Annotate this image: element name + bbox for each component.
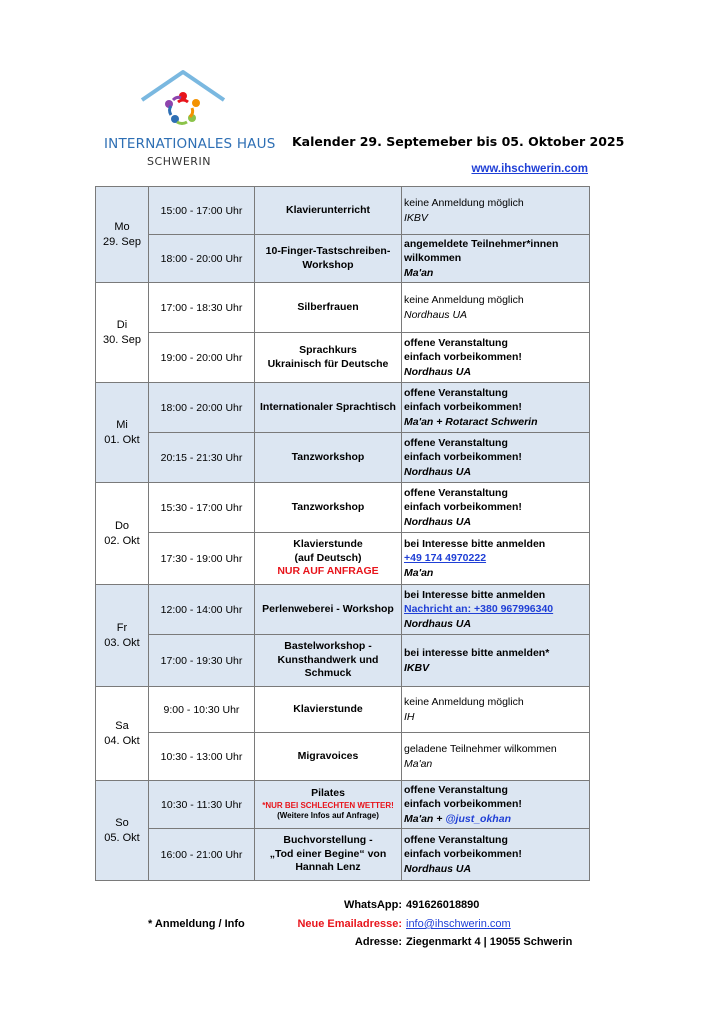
event-time: 18:00 - 20:00 Uhr	[149, 235, 255, 283]
event-info-line	[404, 515, 587, 529]
event-info-line	[404, 833, 587, 847]
event-time: 20:15 - 21:30 Uhr	[149, 433, 255, 483]
event-title-line: Pilates	[311, 787, 345, 800]
event-info-text: einfach vorbeikommen!	[404, 501, 522, 514]
event-time: 17:00 - 18:30 Uhr	[149, 283, 255, 333]
website-link[interactable]: www.ihschwerin.com	[471, 163, 588, 175]
whatsapp-number: 491626018890	[406, 899, 480, 911]
event-row	[96, 333, 590, 383]
event-info-cell	[402, 333, 590, 383]
date: 05. Okt	[104, 831, 140, 844]
event-info-text: offene Veranstaltung	[404, 834, 508, 847]
day-cell	[96, 687, 149, 781]
event-info-line	[404, 486, 587, 500]
event-info-line	[404, 646, 587, 660]
event-info-text: IKBV	[404, 661, 430, 674]
event-title-cell	[255, 829, 402, 881]
weekday: Mi	[116, 418, 128, 431]
more-info-note: (Weitere Infos auf Anfrage)	[277, 811, 379, 821]
event-title-line: Klavierstunde	[293, 702, 363, 715]
event-time: 9:00 - 10:30 Uhr	[149, 687, 255, 733]
event-title-cell	[255, 585, 402, 635]
event-row	[96, 585, 590, 635]
event-info-line	[404, 450, 587, 464]
event-title-line: Migravoices	[297, 749, 359, 762]
event-info-line	[404, 251, 587, 265]
event-info-text: angemeldete Teilnehmer*innen	[404, 238, 559, 251]
event-info-line	[404, 365, 587, 379]
event-info-line	[404, 617, 587, 631]
event-title-line: Hannah Lenz	[295, 861, 361, 874]
logo-text-line1: INTERNATIONALES HAUS	[104, 136, 276, 152]
event-time: 15:00 - 17:00 Uhr	[149, 187, 255, 235]
day-cell	[96, 781, 149, 881]
event-title-line: Ukrainisch für Deutsche	[267, 357, 389, 370]
day-cell	[96, 187, 149, 283]
weekday: Mo	[114, 220, 130, 233]
event-title-line: Internationaler Sprachtisch	[260, 400, 396, 413]
event-info-cell	[402, 687, 590, 733]
event-info-cell	[402, 781, 590, 829]
address-label: Adresse:	[354, 936, 402, 948]
event-info-line	[404, 266, 587, 280]
event-info-text: Ma'an + Rotaract Schwerin	[404, 415, 538, 428]
date: 03. Okt	[104, 636, 140, 649]
event-info-text: offene Veranstaltung	[404, 784, 508, 797]
event-info-cell	[402, 433, 590, 483]
event-info-line	[404, 783, 587, 797]
event-info-line	[404, 847, 587, 861]
event-info-cell	[402, 585, 590, 635]
event-info-text: keine Anmeldung möglich	[404, 294, 524, 307]
event-info-text: einfach vorbeikommen!	[404, 351, 522, 364]
logo-text-line2: SCHWERIN	[147, 155, 211, 168]
instagram-handle-link[interactable]: @just_okhan	[445, 812, 511, 825]
event-info-text: Nordhaus UA	[404, 465, 472, 478]
event-info-text: offene Veranstaltung	[404, 437, 508, 450]
event-title-line: „Tod einer Begine“ von	[269, 847, 387, 860]
event-info-text: keine Anmeldung möglich	[404, 197, 524, 210]
event-info-line	[404, 350, 587, 364]
event-info-cell	[402, 829, 590, 881]
event-info-line	[404, 237, 587, 251]
contact-link[interactable]	[404, 602, 587, 616]
event-info-text: bei interesse bitte anmelden*	[404, 647, 550, 660]
event-info-line	[404, 211, 587, 225]
event-info-text: bei Interesse bitte anmelden	[404, 538, 546, 551]
event-info-text: einfach vorbeikommen!	[404, 798, 522, 811]
event-title-cell	[255, 635, 402, 687]
contact-link[interactable]	[404, 551, 587, 565]
event-info-text: einfach vorbeikommen!	[404, 401, 522, 414]
event-info-text: IKBV	[404, 211, 428, 224]
event-time: 16:00 - 21:00 Uhr	[149, 829, 255, 881]
event-title-line: Perlenweberei - Workshop	[262, 602, 394, 615]
event-info-text: Ma'an +	[404, 812, 446, 825]
event-info-line	[404, 465, 587, 479]
footer-note: * Anmeldung / Info	[148, 918, 245, 930]
event-info-text: geladene Teilnehmer wilkommen	[404, 743, 557, 756]
event-row	[96, 383, 590, 433]
house-people-logo-icon	[138, 66, 228, 138]
weekday: Di	[116, 318, 128, 331]
day-cell	[96, 483, 149, 585]
date: 30. Sep	[103, 333, 141, 346]
event-title-cell	[255, 283, 402, 333]
weekday: Sa	[115, 719, 129, 732]
day-cell	[96, 283, 149, 383]
event-row	[96, 781, 590, 829]
event-info-cell	[402, 235, 590, 283]
email-label: Neue Emailadresse:	[297, 918, 402, 930]
event-title-line: Klavierstunde	[293, 538, 363, 551]
event-info-cell	[402, 483, 590, 533]
event-title-line: Silberfrauen	[297, 300, 359, 313]
event-title-line: Klavierunterricht	[285, 203, 371, 216]
event-info-cell	[402, 383, 590, 433]
event-title-line: Bastelworkshop -	[284, 640, 372, 653]
event-title-cell	[255, 187, 402, 235]
event-info-line	[404, 710, 587, 724]
calendar-table	[95, 186, 590, 881]
event-info-text[interactable]: +49 174 4970222	[404, 552, 487, 565]
calendar-title: Kalender 29. Septemeber bis 05. Oktober 2025	[292, 134, 625, 149]
event-title-line: Tanzworkshop	[291, 450, 365, 463]
event-info-text: keine Anmeldung möglich	[404, 696, 524, 709]
event-info-text: offene Veranstaltung	[404, 387, 508, 400]
event-title-cell	[255, 433, 402, 483]
event-row	[96, 829, 590, 881]
event-title-line: Tanzworkshop	[291, 500, 365, 513]
event-title-line: Kunsthandwerk und	[277, 653, 379, 666]
day-cell	[96, 585, 149, 687]
event-info-text: wilkommen	[404, 252, 462, 265]
event-info-line	[404, 293, 587, 307]
address-value: Ziegenmarkt 4 | 19055 Schwerin	[406, 936, 573, 948]
event-row	[96, 483, 590, 533]
event-info-line	[404, 812, 587, 826]
event-time: 19:00 - 20:00 Uhr	[149, 333, 255, 383]
event-info-text: Nordhaus UA	[404, 862, 472, 875]
event-title-line: (auf Deutsch)	[294, 551, 362, 564]
event-time: 17:30 - 19:00 Uhr	[149, 533, 255, 585]
date: 04. Okt	[104, 734, 140, 747]
event-time: 15:30 - 17:00 Uhr	[149, 483, 255, 533]
event-info-text: bei Interesse bitte anmelden	[404, 589, 546, 602]
event-row	[96, 533, 590, 585]
event-time: 12:00 - 14:00 Uhr	[149, 585, 255, 635]
event-title-cell	[255, 687, 402, 733]
event-info-line	[404, 308, 587, 322]
event-title-cell	[255, 333, 402, 383]
event-info-cell	[402, 283, 590, 333]
event-info-text: Nordhaus UA	[404, 365, 472, 378]
event-info-line	[404, 500, 587, 514]
event-row	[96, 283, 590, 333]
event-title-line: Workshop	[302, 258, 354, 271]
date: 02. Okt	[104, 534, 140, 547]
event-title-line: Schmuck	[304, 667, 352, 680]
weekday: Fr	[116, 621, 128, 634]
date: 01. Okt	[104, 433, 140, 446]
event-info-line	[404, 566, 587, 580]
event-info-line	[404, 797, 587, 811]
event-row	[96, 187, 590, 235]
weekday: So	[115, 816, 129, 829]
event-title-cell	[255, 383, 402, 433]
event-time: 10:30 - 13:00 Uhr	[149, 733, 255, 781]
event-title-cell	[255, 235, 402, 283]
event-info-line	[404, 661, 587, 675]
logo	[104, 66, 276, 176]
event-time: 18:00 - 20:00 Uhr	[149, 383, 255, 433]
event-info-line	[404, 537, 587, 551]
event-info-line	[404, 436, 587, 450]
event-time: 17:00 - 19:30 Uhr	[149, 635, 255, 687]
event-info-text: Nordhaus UA	[404, 308, 468, 321]
date: 29. Sep	[103, 235, 141, 248]
event-row	[96, 733, 590, 781]
event-title-line: Buchvorstellung -	[283, 834, 373, 847]
event-info-line	[404, 386, 587, 400]
weekday: Do	[114, 519, 130, 532]
event-info-text: einfach vorbeikommen!	[404, 848, 522, 861]
event-info-line	[404, 400, 587, 414]
event-info-line	[404, 695, 587, 709]
email-link[interactable]: info@ihschwerin.com	[406, 918, 511, 930]
event-info-line	[404, 862, 587, 876]
event-row	[96, 433, 590, 483]
event-info-text: offene Veranstaltung	[404, 487, 508, 500]
event-info-text: offene Veranstaltung	[404, 337, 508, 350]
event-info-text: Ma'an	[404, 266, 434, 279]
event-info-line	[404, 415, 587, 429]
on-request-note: NUR AUF ANFRAGE	[277, 565, 379, 578]
event-row	[96, 235, 590, 283]
event-title-line: 10-Finger-Tastschreiben-	[265, 244, 391, 257]
event-row	[96, 687, 590, 733]
event-info-text: Nordhaus UA	[404, 515, 472, 528]
event-title-line: Sprachkurs	[299, 343, 357, 356]
event-info-line	[404, 742, 587, 756]
event-row	[96, 635, 590, 687]
event-info-text: IH	[404, 710, 415, 723]
weather-note: *NUR BEI SCHLECHTEN WETTER!	[262, 800, 394, 810]
event-title-cell	[255, 781, 402, 829]
event-info-line	[404, 196, 587, 210]
event-info-line	[404, 588, 587, 602]
day-cell	[96, 383, 149, 483]
event-info-text[interactable]: Nachricht an: +380 967996340	[404, 603, 554, 616]
event-title-cell	[255, 483, 402, 533]
event-info-cell	[402, 733, 590, 781]
event-info-line	[404, 757, 587, 771]
event-title-cell	[255, 733, 402, 781]
event-info-text: einfach vorbeikommen!	[404, 451, 522, 464]
event-info-text: Ma'an	[404, 757, 433, 770]
event-info-cell	[402, 187, 590, 235]
event-info-text: Ma'an	[404, 566, 434, 579]
event-time: 10:30 - 11:30 Uhr	[149, 781, 255, 829]
event-info-cell	[402, 635, 590, 687]
event-info-text: Nordhaus UA	[404, 617, 472, 630]
whatsapp-label: WhatsApp:	[343, 899, 402, 911]
event-info-line	[404, 336, 587, 350]
event-title-cell	[255, 533, 402, 585]
event-info-cell	[402, 533, 590, 585]
